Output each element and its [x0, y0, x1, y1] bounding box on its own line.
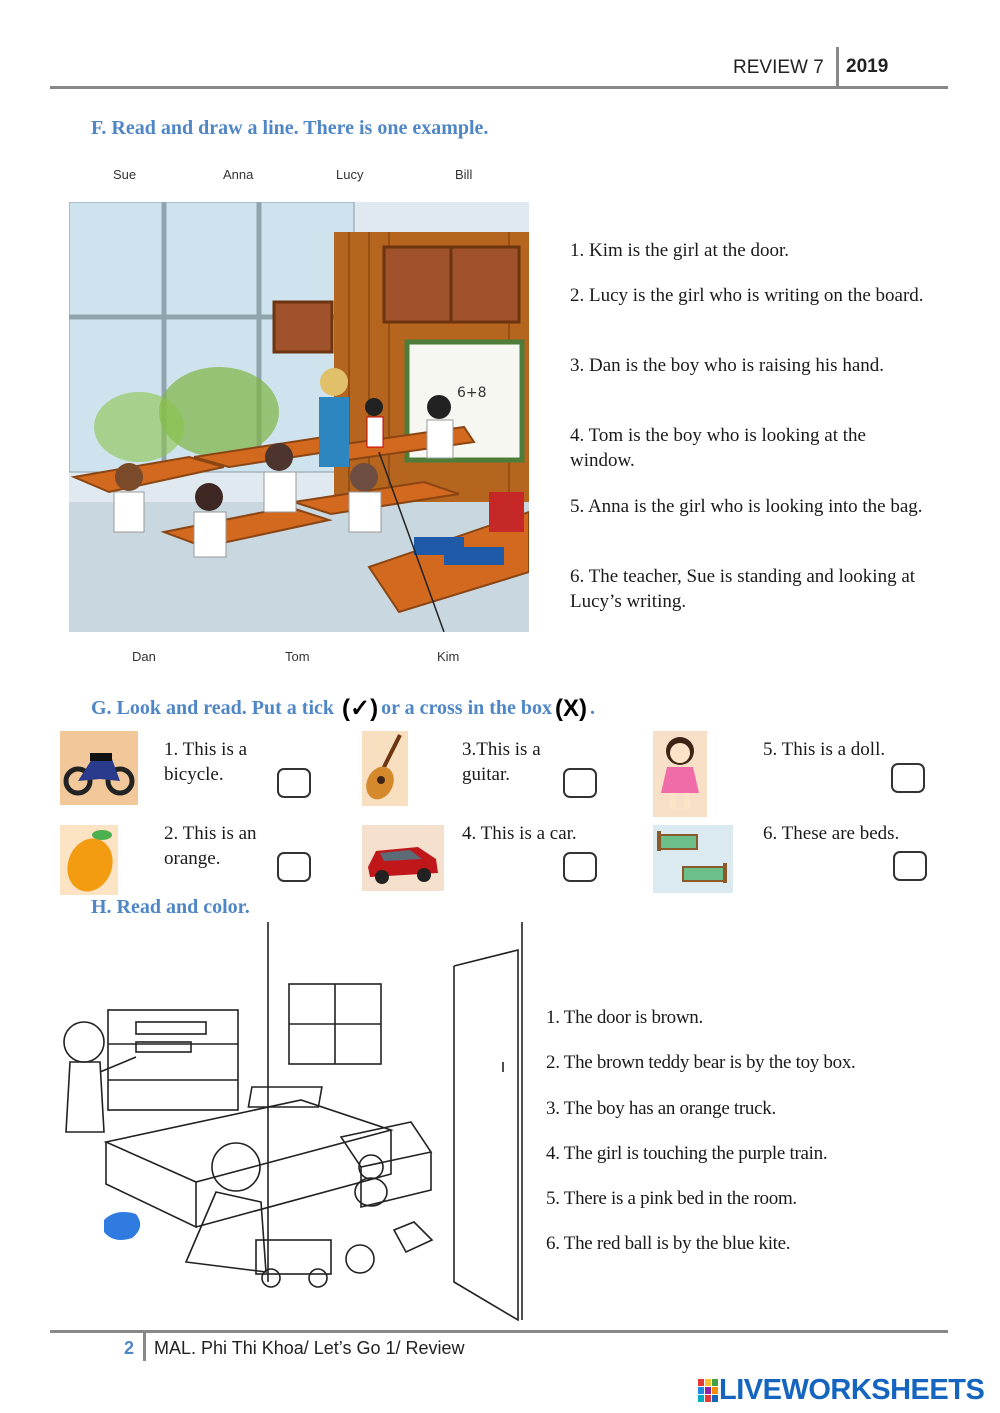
doll-picture: [653, 731, 707, 817]
g-answer-box-3[interactable]: [563, 768, 597, 798]
f-item-3: 3. Dan is the boy who is raising his hand.: [570, 355, 885, 376]
f-item-5: 5. Anna is the girl who is looking into the bag.: [570, 496, 923, 517]
header-rule: [50, 86, 948, 89]
g-answer-box-6[interactable]: [893, 851, 927, 881]
board-writing: 6+8: [457, 385, 487, 401]
name-label-sue: Sue: [113, 167, 137, 182]
section-g-title-end: .: [590, 697, 596, 719]
g-item-4-text: 4. This is a car.: [462, 823, 577, 844]
liveworksheets-logo-text: LIVEWORKSHEETS: [719, 1374, 985, 1406]
bedroom-coloring-picture: [56, 922, 526, 1322]
liveworksheets-logo-icon: [697, 1378, 719, 1404]
section-h-title: H. Read and color.: [91, 896, 250, 918]
header-review: REVIEW 7: [733, 57, 824, 78]
g-answer-box-2[interactable]: [277, 852, 311, 882]
g-item-2-text: 2. This is an orange.: [164, 823, 257, 869]
footer-rule: [50, 1330, 948, 1333]
name-label-lucy: Lucy: [336, 167, 364, 182]
name-label-tom: Tom: [285, 649, 310, 664]
h-item-4: 4. The girl is touching the purple train.: [546, 1143, 828, 1164]
footer-page-number: 2: [124, 1338, 135, 1358]
motorbike-picture: [60, 731, 138, 805]
h-item-6: 6. The red ball is by the blue kite.: [546, 1233, 791, 1254]
footer-text: MAL. Phi Thi Khoa/ Let’s Go 1/ Review: [154, 1338, 465, 1358]
f-item-1: 1. Kim is the girl at the door.: [570, 240, 790, 261]
g-answer-box-5[interactable]: [891, 763, 925, 793]
section-g-title-middle: or a cross in the box: [381, 697, 553, 719]
g-answer-box-4[interactable]: [563, 852, 597, 882]
h-item-1: 1. The door is brown.: [546, 1007, 703, 1028]
footer-divider: [143, 1333, 146, 1361]
name-label-dan: Dan: [132, 649, 156, 664]
mango-picture: [60, 825, 118, 895]
name-label-bill: Bill: [455, 167, 473, 182]
g-item-6-text: 6. These are beds.: [763, 823, 900, 844]
g-item-3-text: 3.This is a guitar.: [462, 739, 541, 785]
f-item-6: 6. The teacher, Sue is standing and looking at Lucy’s writing.: [570, 566, 916, 612]
g-item-5-text: 5. This is a doll.: [763, 739, 886, 760]
f-item-2: 2. Lucy is the girl who is writing on the board.: [570, 285, 924, 306]
g-answer-box-1[interactable]: [277, 768, 311, 798]
header-divider: [836, 47, 839, 87]
classroom-illustration: [69, 202, 529, 632]
name-label-kim: Kim: [437, 649, 460, 664]
g-item-1-text: 1. This is a bicycle.: [164, 739, 248, 785]
car-picture: [362, 825, 444, 891]
f-item-4: 4. Tom is the boy who is looking at the window.: [570, 425, 866, 471]
h-item-2: 2. The brown teddy bear is by the toy box.: [546, 1052, 856, 1073]
h-item-5: 5. There is a pink bed in the room.: [546, 1188, 797, 1209]
guitar-picture: [362, 731, 408, 806]
liveworksheets-logo[interactable]: [697, 1376, 995, 1406]
h-item-3: 3. The boy has an orange truck.: [546, 1098, 776, 1119]
section-f-title: F. Read and draw a line. There is one example.: [91, 117, 489, 139]
tick-icon: (✓): [342, 695, 379, 722]
section-g-title: [91, 694, 595, 723]
beds-picture: [653, 825, 733, 893]
header-year: 2019: [846, 56, 889, 77]
name-label-anna: Anna: [223, 167, 254, 182]
cross-icon: (X): [555, 695, 588, 722]
section-g-title-start: G. Look and read. Put a tick: [91, 697, 339, 719]
